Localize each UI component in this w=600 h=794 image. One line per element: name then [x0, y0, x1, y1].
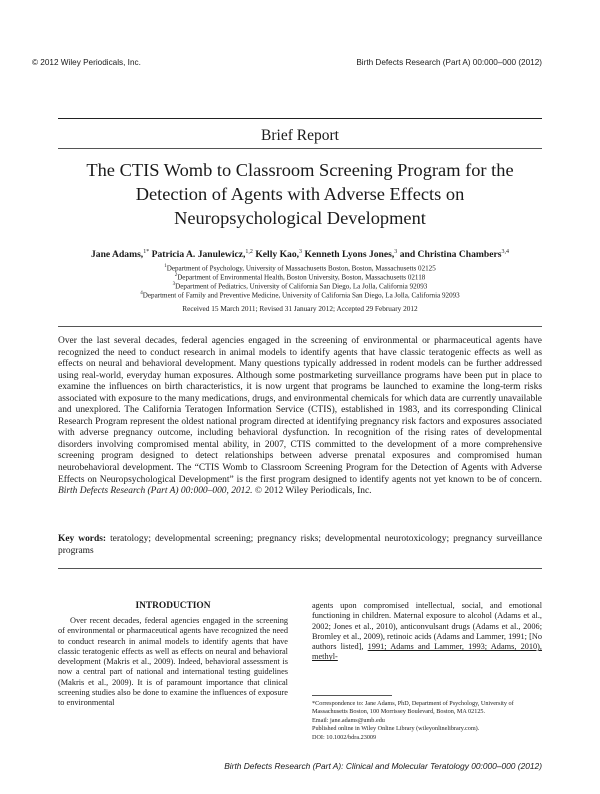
author-name: Kenneth Lyons Jones, — [304, 249, 395, 261]
affiliation: $^4$Department of Family and Preventive Medicine, University of California San Diego, La Jolla, California 92093 — [140, 291, 460, 300]
published-online: Published online in Wiley Online Library (wileyonlinelibrary.com). — [312, 725, 480, 733]
journal-footer: Birth Defects Research (Part A): Clinical and Molecular Teratology 00:000–000 (2012) — [224, 761, 542, 771]
abstract-citation: Birth Defects Research (Part A) 00:000–000, 2012. — [58, 486, 253, 497]
abstract — [58, 336, 542, 498]
copyright-header: © 2012 Wiley Periodicals, Inc. — [32, 58, 141, 67]
author-name: and Christina Chambers — [399, 249, 502, 261]
introduction-heading: INTRODUCTION — [135, 601, 211, 611]
author-affil-mark: 1* — [143, 249, 150, 255]
introduction-right-text: agents upon compromised intellectual, social, and emotional functioning in children. Maternal exposure to alcohol (Adams et al., 2002; Jones et al., 2010), anticonvulsant drugs (Adams et al., 2006; Bromley et al., 2009), retinoic acids (Adams and Lammer, 1991; [No authors listed], — [312, 601, 542, 652]
author-affil-mark: 3 — [394, 249, 398, 255]
section-label: Brief Report — [261, 127, 339, 144]
reference-link[interactable]: 1991; Adams and Lammer, 1993; Adams, 2010), methyl- — [312, 642, 543, 662]
correspondence-note: *Correspondence to: Jane Adams, PhD, Department of Psychology, University of Massachusetts Boston, 100 Morrissey Boulevard, Boston, MA 02125. — [312, 700, 514, 716]
author-affil-mark: 3,4 — [501, 249, 510, 255]
abstract-copyright: © 2012 Wiley Periodicals, Inc. — [254, 486, 372, 497]
top-rule — [58, 118, 542, 119]
abstract-bottom-rule — [58, 568, 542, 569]
introduction-left-column: Over recent decades, federal agencies engaged in the screening of environmental or pharmaceutical agents have recognized the need to conduct research in animal models to identify agents that have classic teratogenic effects as well as effects on neural and behavioral development (Makris et al., 2009). Indeed, behavioral assessment is now a central part of national and international testing guidelines (Makris et al., 2009). It is of paramount importance that clinical screening studies also be done to examine the influences of exposure to environmental — [58, 616, 288, 708]
footnote — [312, 700, 542, 742]
correspondence-email[interactable]: Email: jane.adams@umb.edu — [312, 716, 385, 724]
abstract-top-rule — [58, 326, 542, 327]
abstract-body: Over the last several decades, federal agencies engaged in the screening of environmental or pharmaceutical agents have recognized the need to conduct research in animal models to identify agents that have classic teratogenic effects as well as effects on neural and behavioral development. Many questions typically addressed in rodent models can be further addressed using real-world, everyday human exposures. Although some postmarketing surveillance programs have been put in place to examine the influences on birth characteristics, it is now urgent that programs be launched to examine the long-term risks associated with exposure to the many medications, drugs, and environmental chemicals for which data are currently unavailable and unexplored. The California Teratogen Information Service (CTIS), established in 1983, and its corresponding Clinical Research Program represent the oldest national program directed at identifying pregnancy risk factors and exposures associated with adverse pregnancy outcome, including behavioral dysfunction. In recognition of the rising rates of developmental disorders involving compromised mental ability, in 2007, CTIS committed to the development of a more comprehensive screening program designed to detect relationships between adverse prenatal exposures and compromised human neurobehavioral development. The “CTIS Womb to Classroom Screening Program for the Detection of Agents with Adverse Effects on Neuropsychological Development” is the first program designed to identify agents not yet known to be of concern. — [58, 336, 542, 485]
author-name: Kelly Kao, — [255, 249, 300, 261]
affiliation: $^3$Department of Pediatrics, University of California San Diego, La Jolla, California 92093 — [172, 282, 428, 291]
section-rule — [58, 148, 542, 149]
affiliation: $^2$Department of Environmental Health, Boston University, Boston, Massachusetts 02118 — [174, 273, 426, 282]
author-affil-mark: 3 — [299, 249, 303, 255]
keywords-text: teratology; developmental screening; pregnancy risks; developmental neurotoxicology; pregnancy surveillance programs — [58, 534, 543, 556]
article-title: The CTIS Womb to Classroom Screening Program for the Detection of Agents with Adverse Effects on Neuropsychological Development — [86, 160, 514, 228]
introduction-right-column — [312, 601, 542, 663]
received-dates: Received 15 March 2011; Revised 31 January 2012; Accepted 29 February 2012 — [182, 304, 418, 313]
journal-header: Birth Defects Research (Part A) 00:000–000 (2012) — [356, 58, 542, 67]
doi[interactable]: DOI: 10.1002/bdra.23009 — [312, 733, 377, 741]
author-affil-mark: 1,2 — [245, 249, 253, 255]
author-name: Patricia A. Janulewicz, — [151, 249, 246, 261]
affiliation: $^1$Department of Psychology, University of Massachusetts Boston, Boston, Massachusetts 02125 — [164, 264, 436, 273]
keywords — [58, 534, 542, 557]
author-name: Jane Adams, — [90, 249, 144, 261]
keywords-label: Key words: — [58, 534, 107, 544]
footnote-rule — [312, 695, 392, 696]
author-list — [40, 249, 560, 260]
